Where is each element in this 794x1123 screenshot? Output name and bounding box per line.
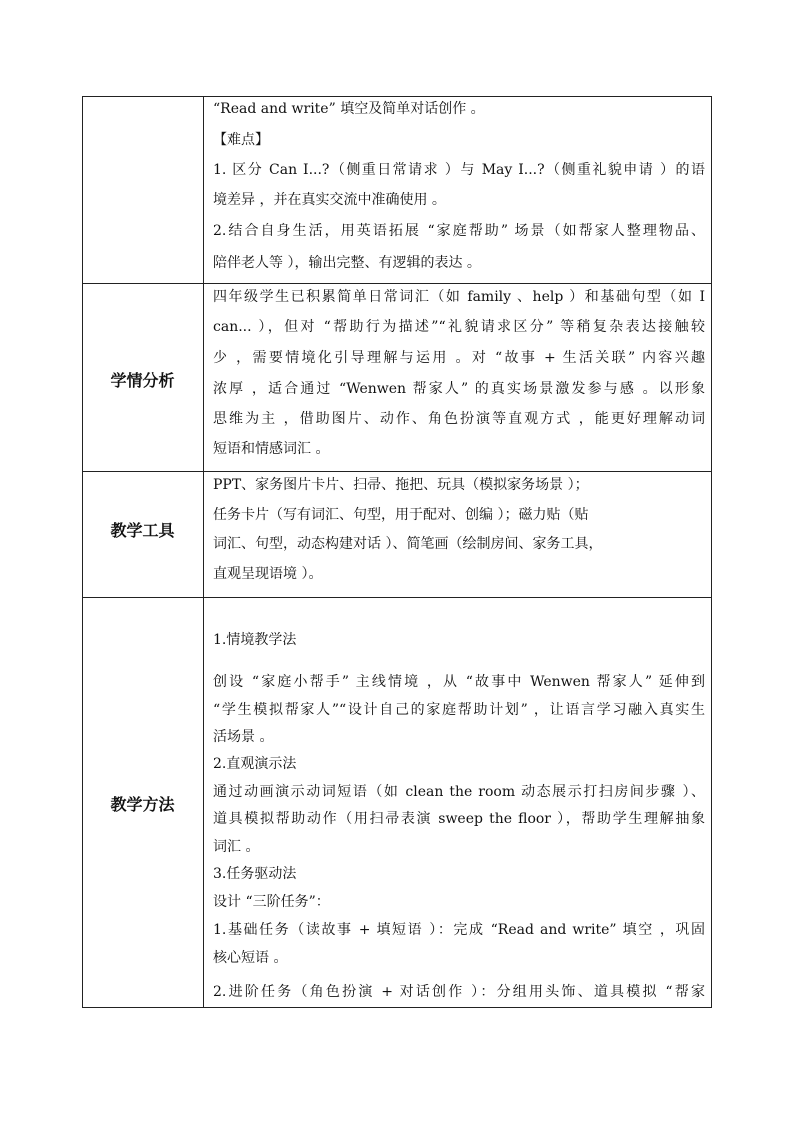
text-line: “学生模拟帮家人”“设计自己的家庭帮助计划” ，让语言学习融入真实生 xyxy=(213,702,705,718)
text-line: 直观呈现语境 ）。 xyxy=(213,566,323,582)
text-line: “Read and write” 填空及简单对话创作 。 xyxy=(213,101,485,117)
text-line: can... ），但对 “帮助行为描述”“礼貌请求区分” 等稍复杂表达接触较 xyxy=(213,319,705,335)
text-line: 设计 “三阶任务”： xyxy=(213,894,330,910)
text-line: 词汇 。 xyxy=(213,839,260,855)
text-line: 浓厚 ，适合通过 “Wenwen 帮家人” 的真实场景激发参与感 。以形象 xyxy=(213,381,705,397)
text-line: 道具模拟帮助动作（用扫帚表演 sweep the floor ），帮助学生理解抽象 xyxy=(213,811,705,827)
text-line: 短语和情感词汇 。 xyxy=(213,441,330,457)
text-line: 思维为主 ，借助图片、动作、角色扮演等直观方式 ，能更好理解动词 xyxy=(213,411,705,427)
text-line: 3.任务驱动法 xyxy=(213,866,297,882)
text-line: 通过动画演示动词短语（如 clean the room 动态展示打扫房间步骤 ）、 xyxy=(213,784,705,800)
text-line: 2.进阶任务（角色扮演 + 对话创作 ）：分组用头饰、道具模拟 “帮家 xyxy=(213,984,705,1000)
student-analysis-cell xyxy=(213,283,705,471)
teaching-tools-cell xyxy=(213,471,705,597)
text-line: 1.基础任务（读故事 + 填短语 ）：完成 “Read and write” 填空 ，巩固 xyxy=(213,922,705,938)
table-border-left xyxy=(82,96,83,1008)
text-line: PPT、家务图片卡片、扫帚、拖把、玩具（模拟家务场景 ）； xyxy=(213,477,589,493)
text-line: 活场景 。 xyxy=(213,729,274,745)
row-label-teaching-methods: 教学方法 xyxy=(110,795,175,814)
text-line: 【难点】 xyxy=(213,132,269,148)
text-line: 创设 “家庭小帮手” 主线情境 ，从 “故事中 Wenwen 帮家人” 延伸到 xyxy=(213,674,705,690)
text-line: 陪伴老人等 ），输出完整、有逻辑的表达 。 xyxy=(213,255,481,271)
lesson-plan-table xyxy=(82,96,712,1008)
text-line: 2.结合自身生活，用英语拓展 “家庭帮助” 场景（如帮家人整理物品、 xyxy=(213,223,705,239)
text-line: 词汇、句型，动态构建对话 ）、简笔画（绘制房间、家务工具， xyxy=(213,536,603,552)
text-line: 1. 区分 Can I...?（侧重日常请求 ）与 May I...?（侧重礼貌申请 ）的语 xyxy=(213,162,705,178)
row-label-teaching-tools: 教学工具 xyxy=(110,521,175,540)
difficulty-cell xyxy=(213,96,705,283)
text-line: 2.直观演示法 xyxy=(213,756,297,772)
text-line: 核心短语 。 xyxy=(213,950,288,966)
text-line: 少 ，需要情境化引导理解与运用 。对 “故事 + 生活关联” 内容兴趣 xyxy=(213,350,705,366)
table-border-right xyxy=(711,96,712,1008)
teaching-methods-cell xyxy=(213,597,705,1007)
text-line: 任务卡片（写有词汇、句型，用于配对、创编 ）；磁力贴（贴 xyxy=(213,507,589,523)
table-border-bottom xyxy=(82,1007,712,1008)
text-line: 境差异 ，并在真实交流中准确使用 。 xyxy=(213,192,446,208)
column-divider xyxy=(203,96,204,1008)
row-label-student-analysis: 学情分析 xyxy=(110,371,175,390)
text-line: 四年级学生已积累简单日常词汇（如 family 、help ）和基础句型（如 I xyxy=(213,289,705,305)
text-line: 1.情境教学法 xyxy=(213,632,297,648)
